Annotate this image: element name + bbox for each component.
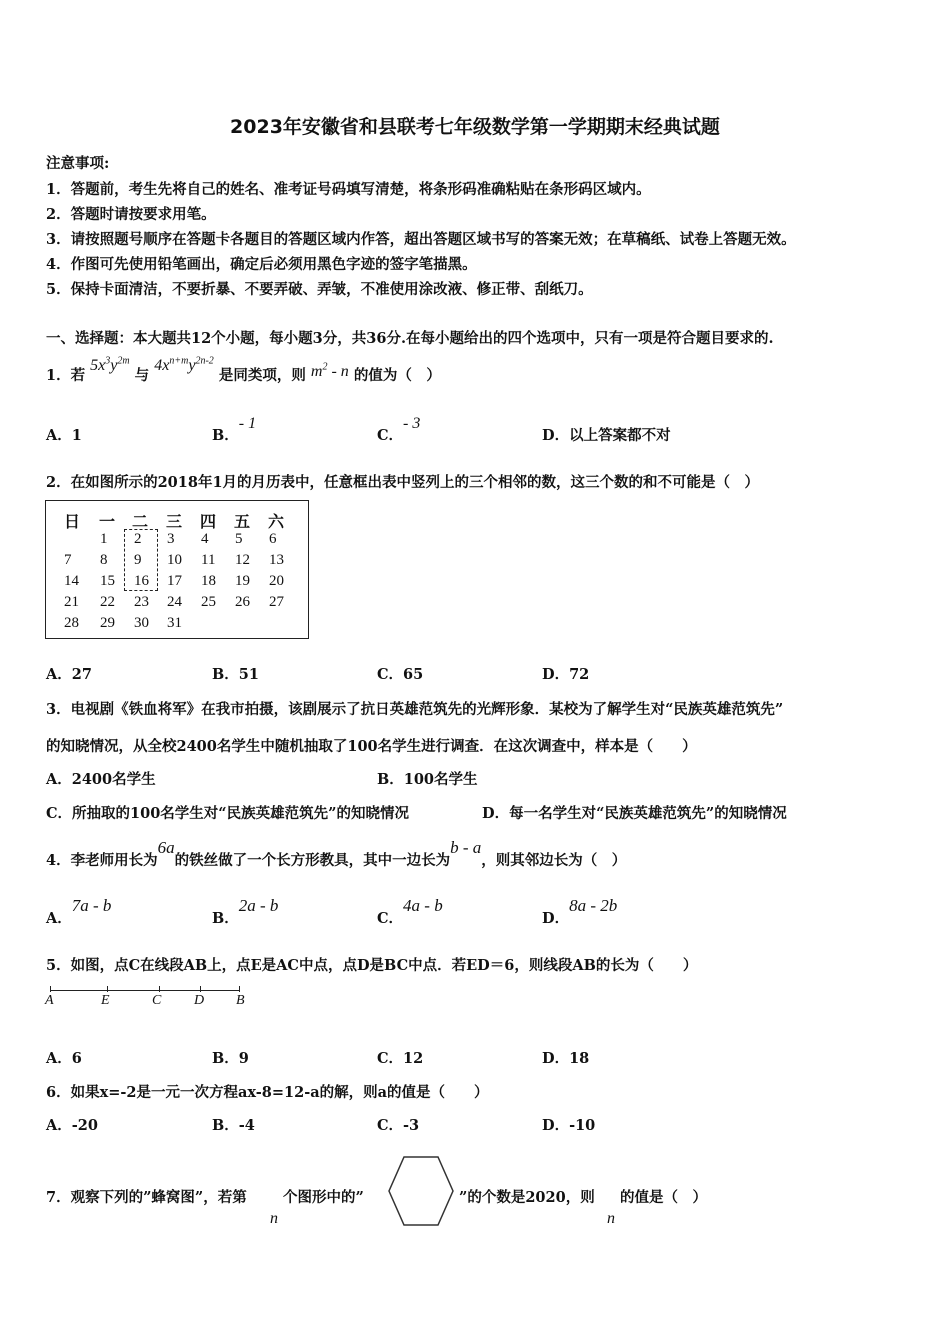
question-7-end: 的值是（ ） <box>620 1189 707 1206</box>
calendar-header: 一 <box>99 512 116 531</box>
notice-item-4: 4．作图可先使用铅笔画出，确定后必须用黑色字迹的签字笔描黑。 <box>46 256 477 273</box>
calendar-day: 18 <box>201 573 216 589</box>
calendar-day: 20 <box>269 573 284 589</box>
q5-option-a: A．6 <box>46 1050 82 1067</box>
q2-option-b: B．51 <box>212 666 259 683</box>
calendar-figure <box>45 500 309 639</box>
q5-option-c: C．12 <box>377 1050 424 1067</box>
calendar-day: 2 <box>134 531 142 547</box>
calendar-day: 15 <box>100 573 115 589</box>
section-heading: 一、选择题：本大题共12个小题，每小题3分，共36分.在每小题给出的四个选项中，只有一项是符合题目要求的. <box>46 330 774 347</box>
calendar-header: 二 <box>132 512 149 531</box>
calendar-day: 12 <box>235 552 250 568</box>
calendar-day: 22 <box>100 594 115 610</box>
point-label-c: C <box>152 993 162 1008</box>
q1-option-d: D．以上答案都不对 <box>542 427 671 444</box>
calendar-day: 6 <box>269 531 277 547</box>
q6-option-b: B．-4 <box>212 1117 255 1134</box>
q2-option-a: A．27 <box>46 666 92 683</box>
q3-option-a: A．2400名学生 <box>46 771 156 788</box>
question-4: 4．李老师用长为6a的铁丝做了一个长方形教具，其中一边长为b - a，则其邻边长为（ ） <box>46 838 627 869</box>
q1-option-b: B．- 1 <box>212 415 257 444</box>
number-line-tick <box>50 986 51 992</box>
question-5: 5．如图，点C在线段AB上，点E是AC中点，点D是BC中点．若ED＝6，则线段AB的长为（ ） <box>46 957 698 974</box>
calendar-header: 四 <box>200 512 217 531</box>
q4-option-a: A．7a - b <box>46 896 112 927</box>
page-title: 2023年安徽省和县联考七年级数学第一学期期末经典试题 <box>230 116 720 138</box>
calendar-day: 4 <box>201 531 209 547</box>
number-line-tick <box>239 986 240 992</box>
q6-option-a: A．-20 <box>46 1117 98 1134</box>
q1-option-a: A．1 <box>46 427 82 444</box>
calendar-day: 26 <box>235 594 250 610</box>
calendar-day: 29 <box>100 615 115 631</box>
calendar-day: 8 <box>100 552 108 568</box>
calendar-day: 16 <box>134 573 149 589</box>
question-1: 1．若 $5x^3y^{2m}$ 与 $4x^{n+m}y^{2n-2}$ 是同类项，则 $m^2$ - n 的值为（ ） <box>46 355 441 384</box>
point-label-e: E <box>101 993 110 1008</box>
q4-option-d: D．8a - 2b <box>542 896 618 927</box>
calendar-header: 五 <box>234 512 251 531</box>
calendar-day: 23 <box>134 594 149 610</box>
hexagon-icon <box>387 1155 455 1227</box>
notice-heading: 注意事项: <box>46 155 110 172</box>
calendar-header: 六 <box>268 512 285 531</box>
q3-option-b: B．100名学生 <box>377 771 478 788</box>
number-line-tick <box>200 986 201 992</box>
number-line-tick <box>159 986 160 992</box>
question-3-line-1: 3．电视剧《铁血将军》在我市拍摄，该剧展示了抗日英雄范筑先的光辉形象．某校为了解学生对“民族英雄范筑先” <box>46 701 784 718</box>
calendar-day: 19 <box>235 573 250 589</box>
question-7-prefix: 7．观察下列的”蜂窝图”，若第 <box>46 1189 247 1206</box>
calendar-day: 27 <box>269 594 284 610</box>
q4-option-b: B．2a - b <box>212 896 279 927</box>
q1-option-c: C．- 3 <box>377 415 421 444</box>
q2-option-c: C．65 <box>377 666 424 683</box>
calendar-day: 25 <box>201 594 216 610</box>
calendar-day: 17 <box>167 573 182 589</box>
question-6: 6．如果x=-2是一元一次方程ax-8=12-a的解，则a的值是（ ） <box>46 1084 489 1101</box>
calendar-header: 三 <box>166 512 183 531</box>
q2-option-d: D．72 <box>542 666 590 683</box>
q5-option-d: D．18 <box>542 1050 590 1067</box>
calendar-day: 10 <box>167 552 182 568</box>
notice-item-5: 5．保持卡面清洁，不要折暴、不要弄破、弄皱，不准使用涂改液、修正带、刮纸刀。 <box>46 281 593 298</box>
calendar-day: 11 <box>201 552 216 568</box>
q4-option-c: C．4a - b <box>377 896 443 927</box>
notice-item-1: 1．答题前，考生先将自己的姓名、准考证号码填写清楚，将条形码准确粘贴在条形码区域内。 <box>46 181 651 198</box>
calendar-day: 3 <box>167 531 175 547</box>
number-line-tick <box>107 986 108 992</box>
calendar-day: 24 <box>167 594 182 610</box>
number-line <box>50 990 240 991</box>
q5-option-b: B．9 <box>212 1050 249 1067</box>
notice-item-2: 2．答题时请按要求用笔。 <box>46 206 216 223</box>
calendar-day: 5 <box>235 531 243 547</box>
point-label-d: D <box>194 993 205 1008</box>
q6-option-c: C．-3 <box>377 1117 420 1134</box>
calendar-day: 21 <box>64 594 79 610</box>
q6-option-d: D．-10 <box>542 1117 596 1134</box>
calendar-day: 9 <box>134 552 142 568</box>
q3-option-c: C．所抽取的100名学生对“民族英雄范筑先”的知晓情况 <box>46 805 409 822</box>
q3-option-d: D．每一名学生对“民族英雄范筑先”的知晓情况 <box>482 805 787 822</box>
calendar-day: 1 <box>100 531 108 547</box>
question-7-suffix: ”的个数是2020，则 <box>459 1189 595 1206</box>
calendar-day: 7 <box>64 552 72 568</box>
question-3-line-2: 的知晓情况，从全校2400名学生中随机抽取了100名学生进行调查．在这次调查中，样本是（ ） <box>46 738 697 755</box>
calendar-day: 28 <box>64 615 79 631</box>
point-label-a: A <box>45 993 54 1008</box>
calendar-day: 31 <box>167 615 182 631</box>
notice-item-3: 3．请按照题号顺序在答题卡各题目的答题区域内作答，超出答题区域书写的答案无效；在草稿纸、试卷上答题无效。 <box>46 231 796 248</box>
point-label-b: B <box>236 993 245 1008</box>
calendar-day: 14 <box>64 573 79 589</box>
calendar-header: 日 <box>64 512 81 531</box>
question-7-mid: 个图形中的” <box>283 1189 364 1206</box>
variable-n: n <box>607 1210 615 1227</box>
calendar-day: 30 <box>134 615 149 631</box>
question-2: 2．在如图所示的2018年1月的月历表中，任意框出表中竖列上的三个相邻的数，这三个数的和不可能是（ ） <box>46 474 760 491</box>
calendar-day: 13 <box>269 552 284 568</box>
variable-n: n <box>270 1210 278 1227</box>
